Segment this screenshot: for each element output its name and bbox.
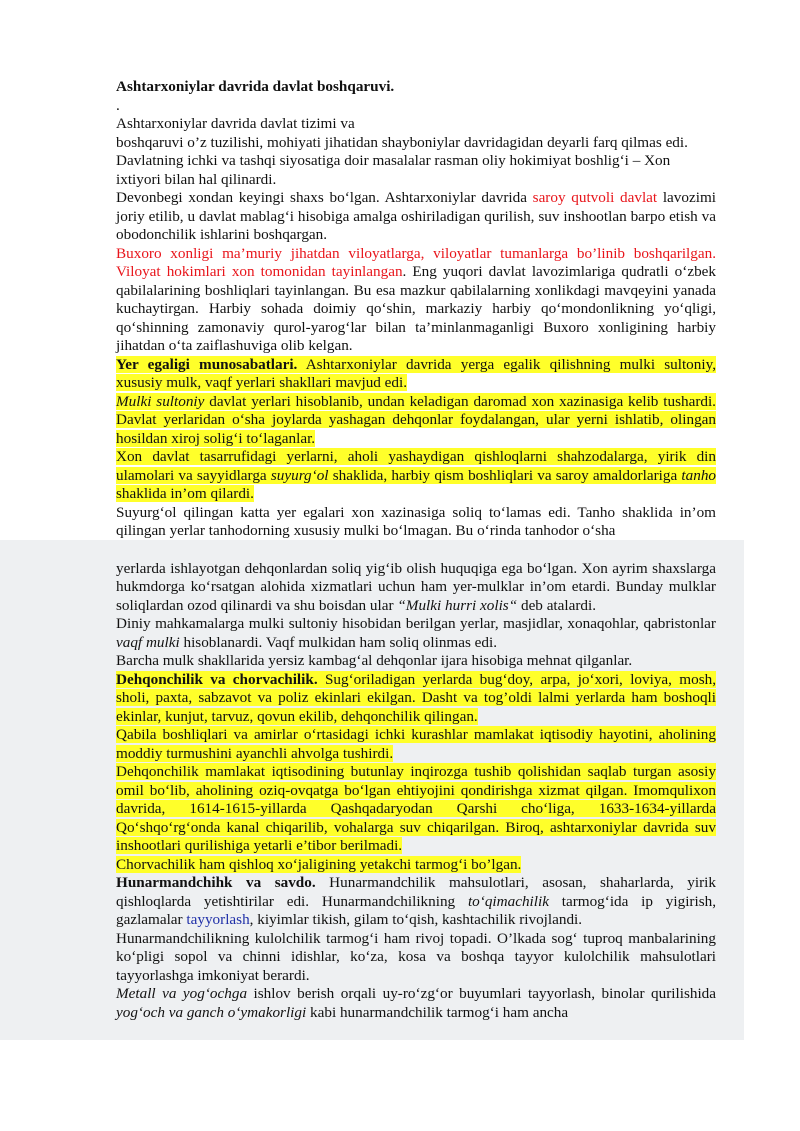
paragraph-crafts: Hunarmandchihk va savdo. Hunarmandchilik mahsulotlari, asosan, shaharlarda, yirik qishloqlarda yetishtirilar edi. Hunarmandchilikning to‘qimachilik tarmog‘ida ip yigirish, gazlamalar tayyorlash, kiyimlar tikish, gilam to‘qish, kashtachilik rivojlandi. (116, 874, 716, 928)
paragraph-irrigation: Dehqonchilik mamlakat iqtisodining butunlay inqirozga tushib qolishidan saqlab turgan asosiy omil bo‘lib, aholining oziq-ovqatga bo‘lgan ehtiyojini qondirishga xizmat qilgan. Imomqulixon davrida, 1614-1615-yillarda Qashqadaryodan Qarshi cho‘liga, 1633-1634-yillarda Qo‘shqo‘rg‘onda kanal chiqarilib, vohalarga suv chiqarilgan. Biroq, ashtarxoniylar davrida suv inshootlari qurilishiga yetarli e’tibor berilmadi. (116, 763, 716, 854)
paragraph-pottery: Hunarmandchilikning kulolchilik tarmog‘i ham rivoj topadi. O’lkada sog‘ tuproq manbalarining ko‘pligi sopol va chinni idishlar, ko‘za, kosa va boshqa tayyor kulolchilik mahsulotlari tayyorlashga imkoniyat berardi. (116, 929, 716, 984)
section-heading-crafts: Hunarmandchihk va savdo. (116, 874, 316, 891)
paragraph-devonbegi: Devonbegi xondan keyingi shaxs bo‘lgan. Ashtarxoniylar davrida saroy qutvoli davlat lavozimi joriy etilib, u davlat mablag‘i hisobiga amalga oshiriladigan qurilish, suv inshootlan barpo etish va obodonchilik ishlarini boshqargan. (116, 189, 716, 243)
paragraph-landless-peasants: Barcha mulk shakllarida yersiz kambag‘al dehqonlar ijara hisobiga mehnat qilganlar. (116, 652, 633, 669)
document-body (116, 78, 716, 1022)
stray-dot: . (116, 96, 120, 114)
red-highlight-text: saroy qutvoli davlat (532, 189, 658, 206)
paragraph-livestock: Chorvachilik ham qishloq xo‘jaligining yetakchi tarmog‘i bo’lgan. (116, 855, 522, 873)
paragraph-agriculture: Dehqonchilik va chorvachilik. Sug‘oriladigan yerlarda bug‘doy, arpa, jo‘xori, loviya, mosh, sholi, paxta, sabzavot va poliz ekinlari ekilgan. Dasht va tog’oldi lalmi yerlarda ham boshoqli ekinlar, kunjut, tarvuz, qovun ekilib, dehqonchilik qilingan. (116, 670, 716, 725)
document-title: Ashtarxoniylar davrida davlat boshqaruvi. (116, 78, 395, 95)
red-highlight-text: Buxoro xonligi ma’muriy jihatdan viloyatlarga, viloyatlar tumanlarga bo’linib boshqarilgan. Viloyat hokimlari xon tomonidan tayinlangan (116, 244, 716, 280)
paragraph-land-ownership: Yer egaligi munosabatlari. Ashtarxoniylar davrida yerga egalik qilishning mulki sultoniy, xususiy mulk, vaqf yerlari shakllari mavjud edi. (116, 355, 716, 391)
paragraph-tax-exempt-continued: yerlarda ishlayotgan dehqonlardan soliq yig‘ib olish huquqiga ega bo‘lgan. Xon ayrim shaxslarga hukmdorga ko‘rsatgan alohida xizmatlari uchun ham yer-mulklar in’om etardi. Bunday mulklar soliqlardan ozod qilinardi va shu boisdan ular “Mulki hurri xolis“ deb atalardi. (116, 559, 716, 614)
paragraph-vaqf: Diniy mahkamalarga mulki sultoniy hisobidan berilgan yerlar, masjidlar, xonaqohlar, qabristonlar vaqf mulki hisoblanardi. Vaqf mulkidan ham soliq olinmas edi. (116, 615, 716, 651)
section-heading-land: Yer egaligi munosabatlari. (116, 355, 298, 373)
blue-highlight-text: tayyorlash (186, 911, 250, 928)
paragraph-internal-struggles: Qabila boshliqlari va amirlar o‘rtasidagi ichki kurashlar mamlakat iqtisodiy hayotini, aholining moddiy turmushini ayanchli ahvolga tushirdi. (116, 726, 716, 762)
paragraph-administration: Buxoro xonligi ma’muriy jihatdan viloyatlarga, viloyatlar tumanlarga bo’linib boshqarilgan. Viloyat hokimlari xon tomonidan tayinlangan. Eng yuqori davlat lavozimlariga qudratli o‘zbek qabilalarining boshliqlari tayinlangan. Bu esa mazkur qabilalarning xonlikdagi mavqeyini yanada kuchaytirgan. Harbiy sohada doimiy qo‘shin, markaziy harbiy qo‘mondonlikning yo‘qligi, qo‘shinning zamonaviy qurol-yarog‘lar bilan ta’minlanmaganligi Buxoro xonligining harbiy jihatdan o‘ta zaiflashuviga olib kelgan. (116, 244, 716, 354)
paragraph-tax-exempt-start: Suyurg‘ol qilingan katta yer egalari xon xazinasiga soliq to‘lamas edi. Tanho shaklida in’om qilingan yerlar tanhodorning xususiy mulki bo‘lmagan. Bu o‘rinda tanhodor o‘sha (116, 503, 716, 539)
section-heading-agriculture: Dehqonchilik va chorvachilik. (116, 670, 318, 688)
paragraph-metal-wood: Metall va yog‘ochga ishlov berish orqali uy-ro‘zg‘or buyumlari tayyorlash, binolar qurilishida yog‘och va ganch o‘ymakorligi kabi hunarmandchilik tarmog‘i ham ancha (116, 985, 716, 1021)
paragraph-state-system: Ashtarxoniylar davrida davlat tizimi va boshqaruvi o’z tuzilishi, mohiyati jihatidan shayboniylar davridagidan deyarli farq qilmas edi. Davlatning ichki va tashqi siyosatiga doir masalalar rasman oliy hokimiyat boshlig‘i – Xon ixtiyori bilan hal qilinardi. (116, 115, 688, 188)
paragraph-suyurgol: Xon davlat tasarrufidagi yerlarni, aholi yashaydigan qishloqlarni shahzodalarga, yirik din ulamolari va sayyidlarga suyurg‘ol shaklida, harbiy qism boshliqlari va saroy amaldorlariga tanho shaklida in’om qilardi. (116, 448, 717, 502)
paragraph-mulki-sultoniy: Mulki sultoniy davlat yerlari hisoblanib, undan keladigan daromad xon xazinasiga kelib tushardi. Davlat yerlaridan o‘sha joylarda yashagan dehqonlar foydalangan, ular yerni ishlatib, olingan hosildan xiroj solig‘i to‘laganlar. (116, 392, 716, 447)
